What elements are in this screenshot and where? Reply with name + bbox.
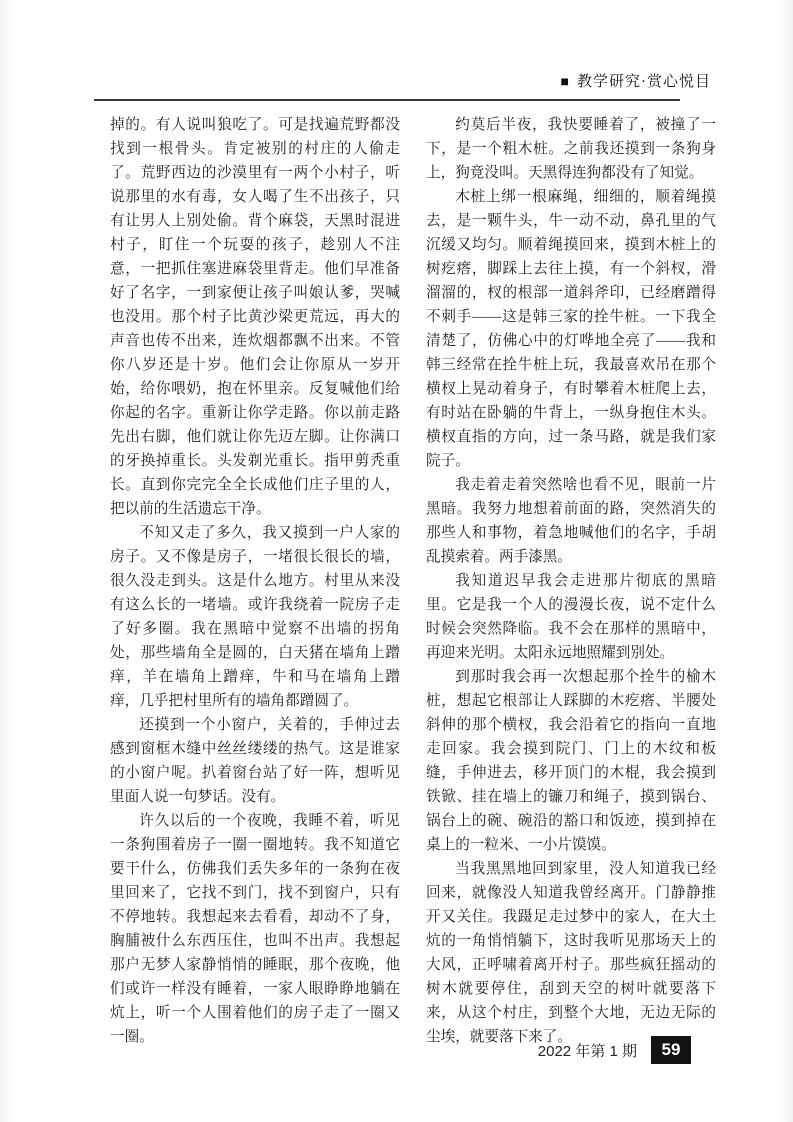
paragraph: 我知道迟早我会走进那片彻底的黑暗里。它是我一个人的漫漫长夜，说不定什么时候会突然降临。我不会在那样的黑暗中，再迎来光明。太阳永远地照耀到别处。 <box>426 573 716 661</box>
page-footer <box>538 1036 691 1064</box>
section-title: 教学研究·赏心悦目 <box>577 74 711 90</box>
paragraph: 不知又走了多久，我又摸到一户人家的房子。又不像是房子，一堵很长很长的墙，很久没走到头。这是什么地方。村里从来没有这么长的一堵墙。或许我绕着一院房子走了好多圈。我在黑暗中觉察不出墙的拐角处，那些墙角全是圆的，白天猪在墙角上蹭痒，羊在墙角上蹭痒，牛和马在墙角上蹭痒，几乎把村里所有的墙角都蹭圆了。 <box>110 525 400 709</box>
square-bullet-icon: ■ <box>560 75 570 90</box>
paragraph: 当我黑黑地回到家里，没人知道我已经回来，就像没人知道我曾经离开。门静静推开又关住。我蹑足走过梦中的家人，在大土炕的一角悄悄躺下，这时我听见那场天上的大风，正呼啸着离开村子。那些疯狂摇动的树木就要停住，刮到天空的树叶就要落下来，从这个村庄，到整个大地，无边无际的尘埃，就要落下来了。 <box>426 861 716 1045</box>
header-rule <box>94 99 680 101</box>
paragraph: 掉的。有人说叫狼吃了。可是找遍荒野都没找到一根骨头。肯定被别的村庄的人偷走了。荒野西边的沙漠里有一两个小村子，听说那里的水有毒，女人喝了生不出孩子，只有让男人上别处偷。背个麻袋，天黑时混进村子，盯住一个玩耍的孩子，趁别人不注意，一把抓住塞进麻袋里背走。他们早准备好了名字，一到家便让孩子叫娘认爹，哭喊也没用。那个村子比黄沙梁更荒远，再大的声音也传不出来，连炊烟都飘不出来。不管你八岁还是十岁。他们会让你原从一岁开始，给你喂奶，抱在怀里亲。反复喊他们给你起的名字。重新让你学走路。你以前走路先出右脚，他们就让你先迈左脚。让你满口的牙换掉重长。头发剃光重长。指甲剪秃重长。直到你完完全全长成他们庄子里的人，把以前的生活遗忘干净。 <box>110 117 400 517</box>
paragraph: 许久以后的一个夜晚，我睡不着，听见一条狗围着房子一圈一圈地转。我不知道它要干什么，仿佛我们丢失多年的一条狗在夜里回来了，它找不到门，找不到窗户，只有不停地转。我想起来去看看，却动不了身，胸脯被什么东西压住，也叫不出声。我想起那户无梦人家静悄悄的睡眠，那个夜晚，他们或许一样没有睡着，一家人眼睁睁地躺在炕上，听一个人围着他们的房子走了一圈又一圈。 <box>110 813 400 1045</box>
paragraph: 木桩上绑一根麻绳，细细的，顺着绳摸去，是一颗牛头，牛一动不动，鼻孔里的气沉缓又均匀。顺着绳摸回来，摸到木桩上的树疙瘩，脚踩上去往上摸，有一个斜杈，滑溜溜的，杈的根部一道斜斧印，已经磨蹭得不刺手——这是韩三家的拴牛桩。一下我全清楚了，仿佛心中的灯哗地全亮了——我和韩三经常在拴牛桩上玩，我最喜欢吊在那个横杈上晃动着身子，有时攀着木桩爬上去，有时站在卧躺的牛背上，一纵身抱住木头。横杈直指的方向，过一条马路，就是我们家院子。 <box>426 189 716 469</box>
page-number-badge: 59 <box>651 1036 691 1064</box>
section-header <box>561 70 711 91</box>
paragraph: 约莫后半夜，我快要睡着了，被撞了一下，是一个粗木桩。之前我还摸到一条狗身上，狗竟没叫。天黑得连狗都没有了知觉。 <box>426 117 716 181</box>
issue-label: 2022 年第 1 期 <box>537 1042 637 1060</box>
paragraph: 我走着走着突然啥也看不见，眼前一片黑暗。我努力地想着前面的路，突然消失的那些人和事物，着急地喊他们的名字，手胡乱摸索着。两手漆黑。 <box>426 477 716 565</box>
paragraph: 还摸到一个小窗户，关着的，手伸过去感到窗框木缝中丝丝缕缕的热气。这是谁家的小窗户呢。扒着窗台站了好一阵，想听见里面人说一句梦话。没有。 <box>110 717 400 805</box>
paragraph: 到那时我会再一次想起那个拴牛的榆木桩，想起它根部让人踩脚的木疙瘩、半腰处斜伸的那个横杈，我会沿着它的指向一直地走回家。我会摸到院门、门上的木纹和板缝，手伸进去，移开顶门的木棍，我会摸到铁锨、挂在墙上的镰刀和绳子，摸到锅台、锅台上的碗、碗沿的豁口和饭迹，摸到掉在桌上的一粒米、一小片馍馍。 <box>426 669 716 853</box>
right-column <box>426 113 716 1049</box>
left-column <box>110 113 400 1049</box>
article-body <box>110 113 716 1049</box>
